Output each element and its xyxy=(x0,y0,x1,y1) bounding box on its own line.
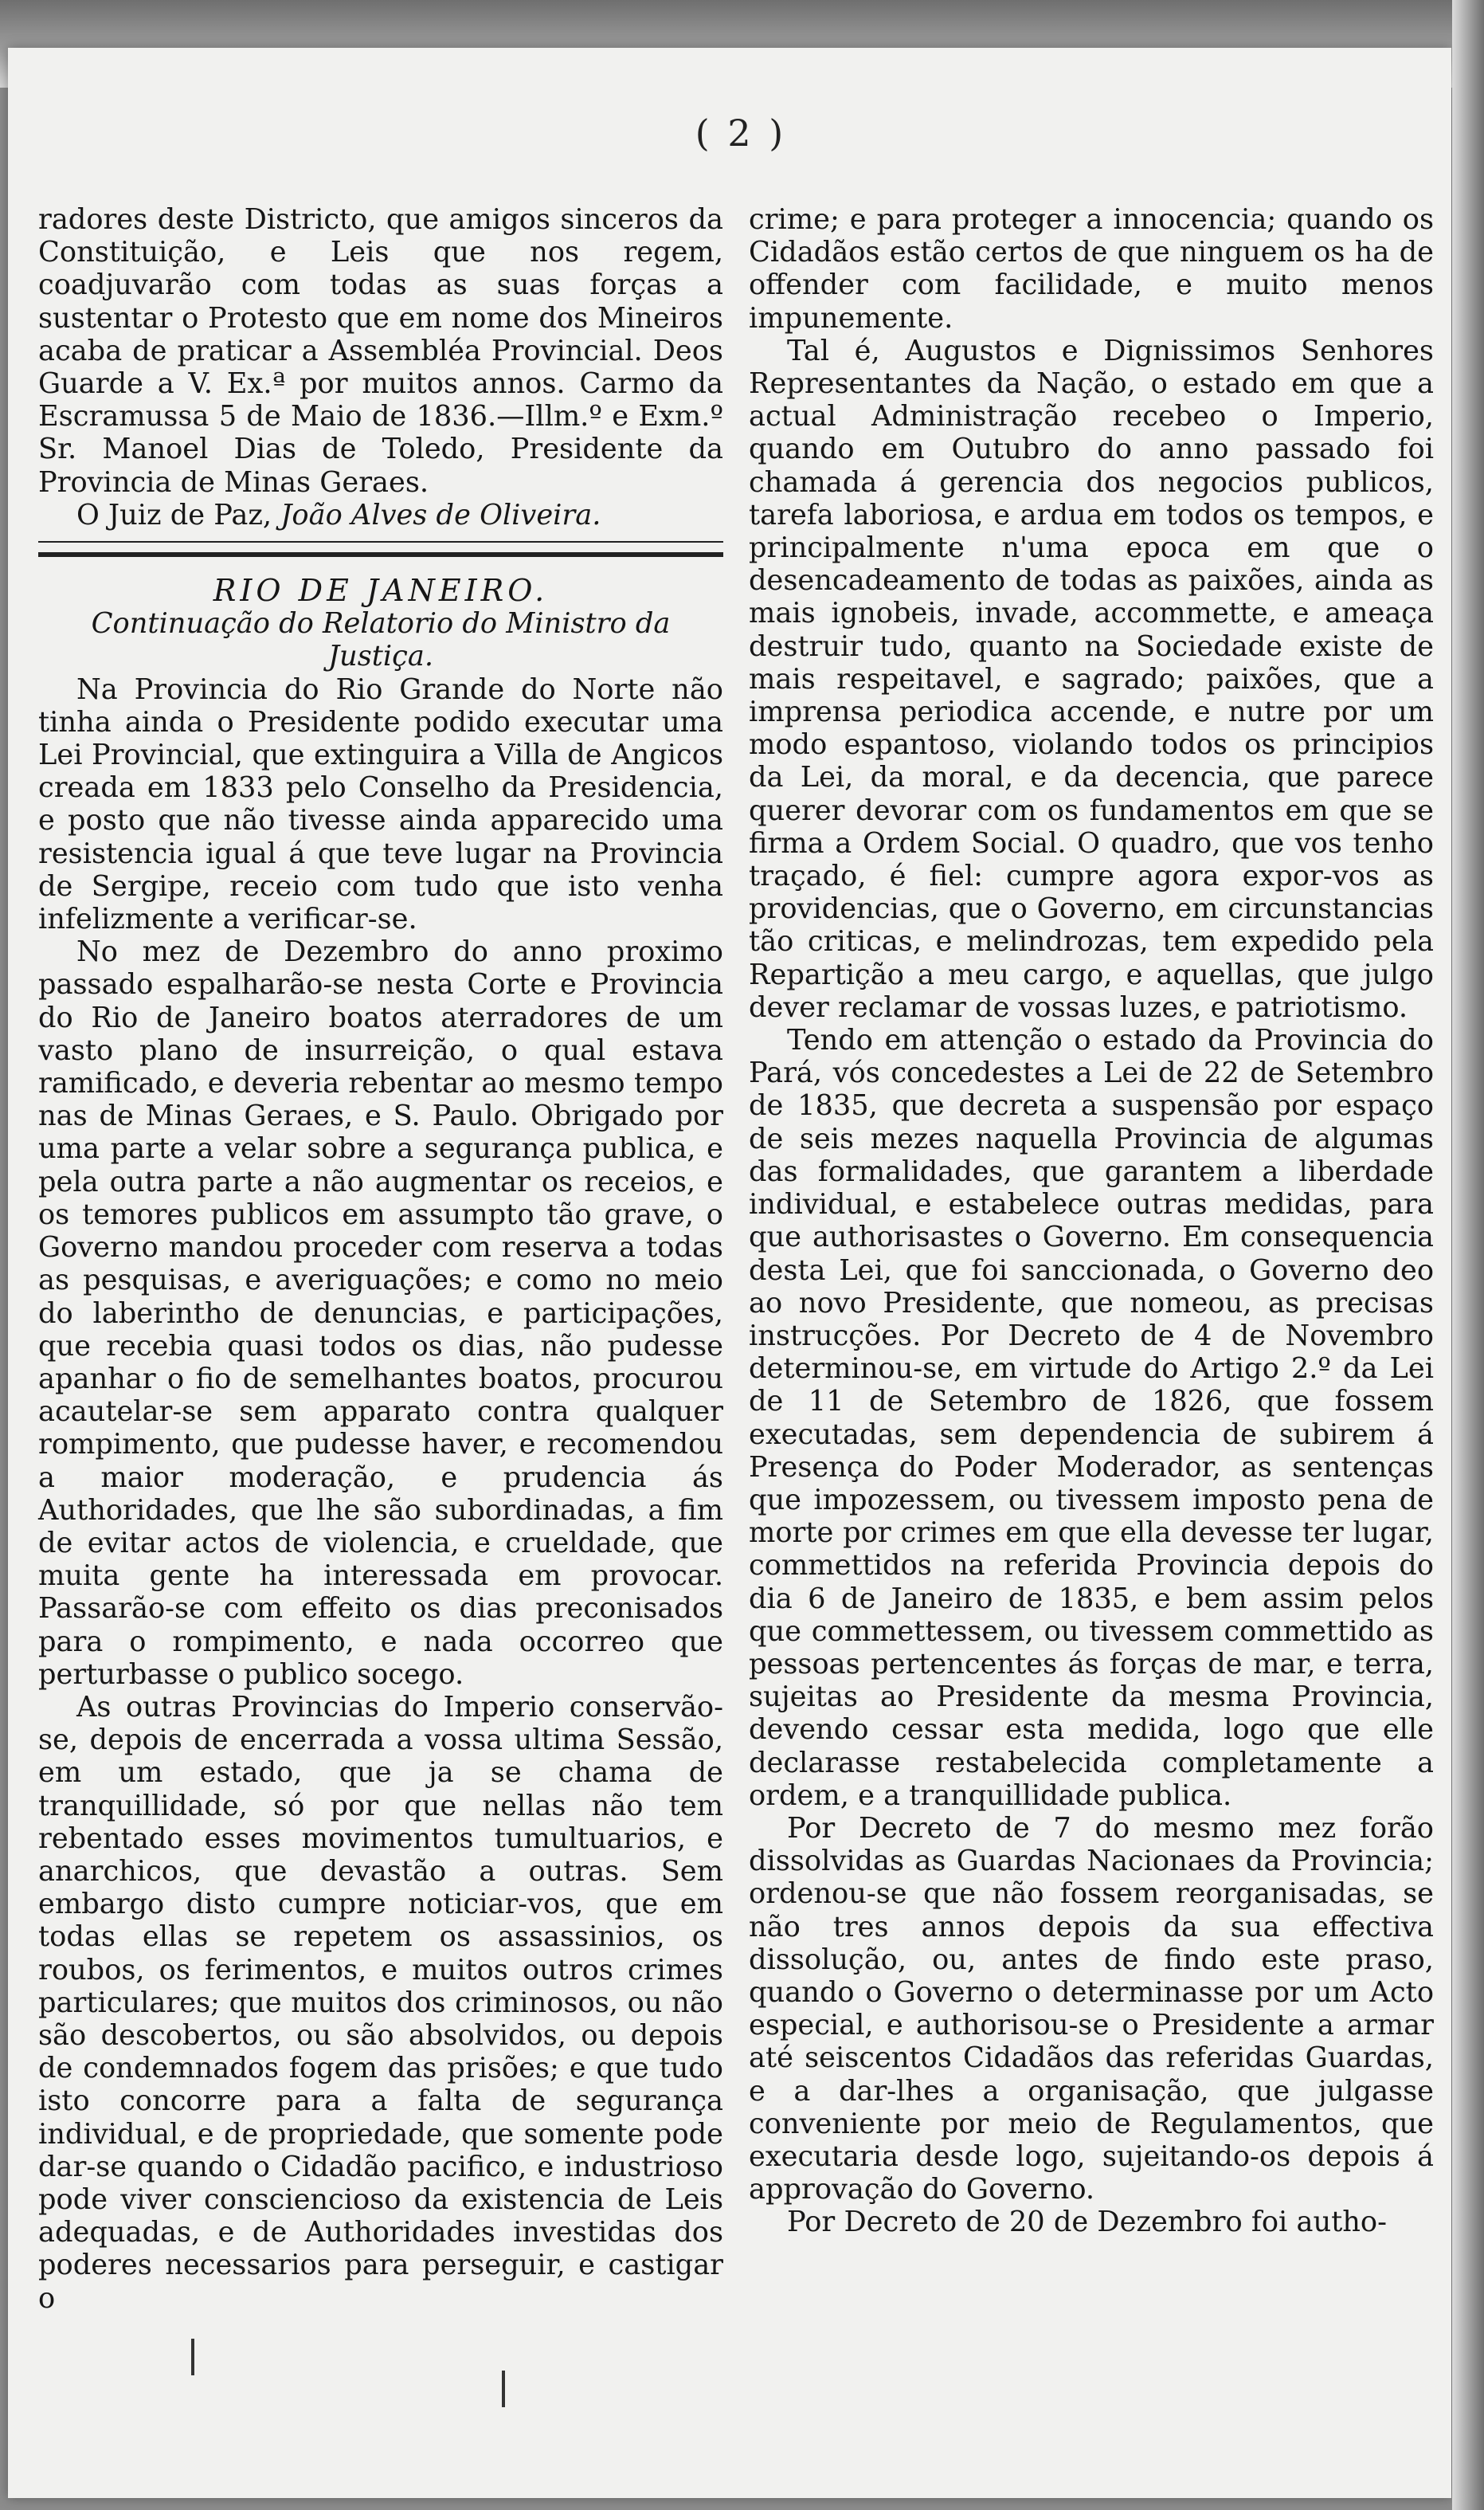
article-paragraph: crime; e para proteger a innocencia; quando os Cidadãos estão certos de que ninguem os ha de offender com facilidade, e muito menos impunemente. xyxy=(749,203,1434,335)
signature-prefix: O Juiz de Paz, xyxy=(76,498,272,531)
article-paragraph: Tal é, Augustos e Dignissimos Senhores Representantes da Nação, o estado em que a actual Administração recebeo o Imperio, quando em Outubro do anno passado foi chamada á gerencia dos negocios publicos, tarefa laboriosa, e ardua em todos os tempos, e principalmente n'uma epoca em que o desencadeamento de todas as paixões, ainda as mais ignobeis, invade, accommette, e ameaça destruir tudo, quanto na Sociedade existe de mais respeitavel, e sagrado; paixões, que a imprensa periodica accende, e nutre por um modo espantoso, violando todos os principios da Lei, da moral, e da decencia, que parece querer devorar com os fundamentos em que se firma a Ordem Social. O quadro, que vos tenho traçado, é fiel: cumpre agora expor-vos as providencias, que o Governo, em circunstancias tão criticas, e melindrozas, tem expedido pela Repartição a meu cargo, e aquellas, que julgo dever reclamar de vossas luzes, e patriotismo. xyxy=(749,334,1434,1024)
article-paragraph: As outras Provincias do Imperio conservão-se, depois de encerrada a vossa ultima Sessão, em um estado, que ja se chama de tranquillidade, só por que nellas não tem rebentado esses movimentos tumultuarios, e anarchicos, que devastão a outras. Sem embargo disto cumpre noticiar-vos, que em todas ellas se repetem os assassinios, os roubos, os ferimentos, e muitos outros crimes particulares; que muitos dos criminosos, ou não são descobertos, ou são absolvidos, ou depois de condemnados fogem das prisões; e que tudo isto concorre para a falta de segurança individual, e de propriedade, que somente pode dar-se quando o Cidadão pacifico, e industrioso pode viver consciencioso da existencia de Leis adequadas, e de Authoridades investidas dos poderes necessarios para perseguir, e castigar o xyxy=(38,1690,723,2315)
section-subtitle: Continuação do Relatorio do Ministro da Justiça. xyxy=(91,607,671,673)
article-paragraph: Tendo em attenção o estado da Provincia do Pará, vós concedestes a Lei de 22 de Setembro de 1835, que decreta a suspensão por espaço de seis mezes naquella Provincia de algumas das formalidades, que garantem a liberdade individual, e estabelece outras medidas, para que authorisastes o Governo. Em consequencia desta Lei, que foi sanccionada, o Governo deo ao novo Presidente, que nomeou, as precisas instrucções. Por Decreto de 4 de Novembro determinou-se, em virtude do Artigo 2.º da Lei de 11 de Setembro de 1826, que fossem executadas, sem dependencia de subirem á Presença do Poder Moderador, as sentenças que impozessem, ou tivessem imposto pena de morte por crimes em que ella devesse ter lugar, commettidos na referida Provincia depois do dia 6 de Janeiro de 1835, e bem assim pelos que commettessem, ou tivessem commettido as pessoas pertencentes ás forças de mar, e terra, sujeitas ao Presidente da mesma Provincia, devendo cessar esta medida, logo que elle declarasse restabelecida completamente a ordem, e a tranquillidade publica. xyxy=(749,1024,1434,1812)
bleed-mark xyxy=(191,2339,194,2375)
signature-name: João Alves de Oliveira. xyxy=(280,498,601,531)
signature-line xyxy=(38,499,723,531)
right-column xyxy=(749,203,1434,2239)
article-paragraph: No mez de Dezembro do anno proximo passado espalharão-se nesta Corte e Provincia do Rio de Janeiro boatos aterradores de um vasto plano de insurreição, o qual estava ramificado, e deveria rebentar ao mesmo tempo nas de Minas Geraes, e S. Paulo. Obrigado por uma parte a velar sobre a segurança publica, e pela outra parte a não augmentar os receios, e os temores publicos em assumpto tão grave, o Governo mandou proceder com reserva a todas as pesquisas, e averiguações; e como no meio do laberintho de denuncias, e participações, que recebia quasi todos os dias, não pudesse apanhar o fio de semelhantes boatos, procurou acautelar-se sem apparato contra qualquer rompimento, que pudesse haver, e recomendou a maior moderação, e prudencia ás Authoridades, que lhe são subordinadas, a fim de evitar actos de violencia, e crueldade, que muita gente ha interessada em provocar. Passarão-se com effeito os dias preconisados para o rompimento, e nada occorreo que perturbasse o publico socego. xyxy=(38,935,723,1691)
continuation-paragraph: radores deste Districto, que amigos sinceros da Constituição, e Leis que nos regem, coadjuvarão com todas as suas forças a sustentar o Protesto que em nome dos Mineiros acaba de praticar a Assembléa Provincial. Deos Guarde a V. Ex.ª por muitos annos. Carmo da Escramussa 5 de Maio de 1836.—Illm.º e Exm.º Sr. Manoel Dias de Toledo, Presidente da Provincia de Minas Geraes. xyxy=(38,203,723,499)
page-number: ( 2 ) xyxy=(695,112,787,155)
left-column xyxy=(38,203,723,2315)
article-paragraph: Na Provincia do Rio Grande do Norte não tinha ainda o Presidente podido executar uma Lei Provincial, que extinguira a Villa de Angicos creada em 1833 pelo Conselho da Presidencia, e posto que não tivesse ainda apparecido uma resistencia igual á que teve lugar na Provincia de Sergipe, receio com tudo que isto venha infelizmente a verificar-se. xyxy=(38,673,723,936)
section-title: RIO DE JANEIRO. xyxy=(213,573,549,609)
bleed-mark xyxy=(502,2371,505,2407)
article-paragraph: Por Decreto de 20 de Dezembro foi autho- xyxy=(787,2206,1388,2239)
section-divider xyxy=(38,541,723,557)
page-right-edge xyxy=(1452,0,1484,2510)
article-paragraph: Por Decreto de 7 do mesmo mez forão dissolvidas as Guardas Nacionaes da Provincia; ordenou-se que não fossem reorganisadas, se não tres annos depois da sua effectiva dissolução, ou, antes de findo este praso, quando o Governo o determinasse por um Acto especial, e authorisou-se o Presidente a armar até seiscentos Cidadãos das referidas Guardas, e a dar-lhes a organisação, que julgasse conveniente por meio de Regulamentos, que executaria desde logo, sujeitando-os depois á approvação do Governo. xyxy=(749,1811,1434,2206)
